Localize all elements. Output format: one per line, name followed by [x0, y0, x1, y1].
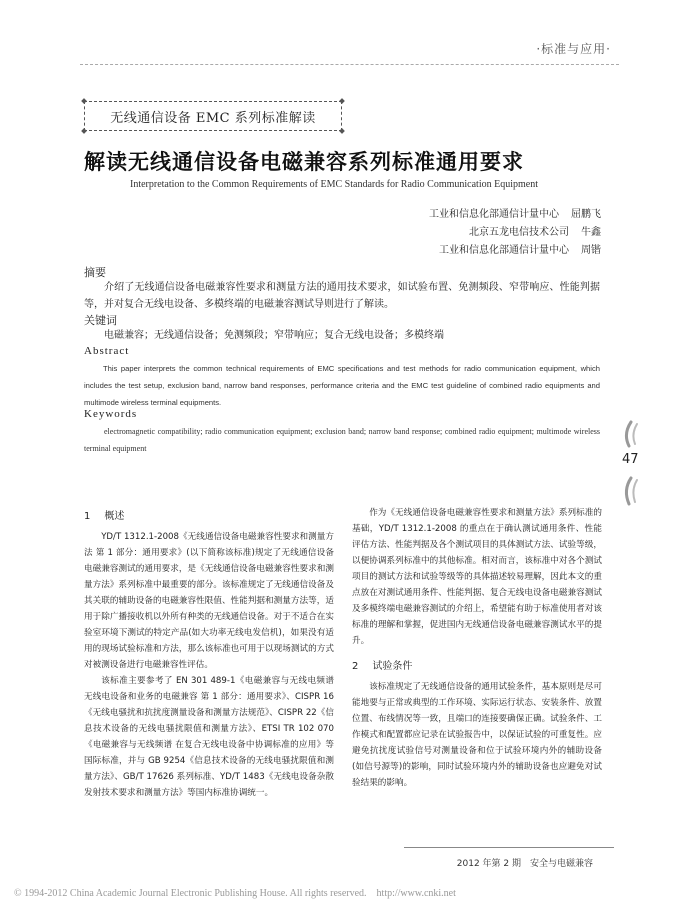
body-right-column — [352, 505, 602, 791]
paragraph: 作为《无线通信设备电磁兼容性要求和测量方法》系列标准的基础，YD/T 1312.1-2008 的重点在于确认测试通用条件、性能评估方法、性能判据及各个测试项目的具体测试方法、试验等级，以便协调系列标准中的其他标准。相对而言，该标准中对各个测试项目的测试方法和试验等级等的具体描述较易理解，因此本文的重点放在对测试通用条件、性能判据、复合无线电设备电磁兼容测试及多模终端电磁兼容测试的介绍上，希望能有助于标准使用者对该标准的理解和掌握，促进国内无线通信设备电磁兼容测试水平的提升。 — [352, 508, 602, 646]
author-org: 北京五龙电信技术公司 — [469, 227, 569, 238]
keywords-en-text: electromagnetic compatibility; radio communication equipment; exclusion band; narrow band response; combined radio equipment; multimode wireless terminal equipment — [84, 427, 600, 453]
abstract-en-text: This paper interprets the common technical requirements of EMC specifications and test methods for radio communication equipment, which includes the test setup, exclusion band, narrow band responses, performance criteria and the EMC test guideline of combined radio equipments and multimode wireless terminal equipments. — [84, 364, 600, 407]
top-divider — [80, 64, 619, 65]
section-number: 2 — [352, 661, 359, 672]
paragraph: YD/T 1312.1-2008《无线通信设备电磁兼容性要求和测量方法 第 1 部分：通用要求》(以下简称该标准)规定了无线通信设备电磁兼容测试的通用要求，是《无线通信设备电磁兼容性要求和测量方法》系列标准中最重要的部分。该标准规定了无线通信设备及其关联的辅助设备的电磁兼容性限值、性能判据和测量方法等，适用于除广播接收机以外所有种类的无线通信设备。对于不适合在实验室环境下测试的特定产品(如大功率无线电发信机)，如果没有适用的现场试验标准和方法，那么该标准也可用于以现场测试的方式对被测设备进行电磁兼容性评估。 — [84, 532, 334, 670]
page-number: 47 — [622, 452, 639, 467]
keywords-en-label: Keywords — [84, 408, 138, 420]
abstract-label: 摘要 — [84, 266, 106, 279]
abstract-en-label: Abstract — [84, 345, 130, 357]
keywords-text: 电磁兼容；无线通信设备；免测频段；窄带响应；复合无线电设备；多模终端 — [104, 330, 444, 341]
section-heading — [352, 659, 602, 675]
section-title: 概述 — [104, 511, 125, 522]
author-name: 牛鑫 — [581, 227, 601, 238]
paragraph: 该标准主要参考了 EN 301 489-1《电磁兼容与无线电频谱 无线电设备和业务的电磁兼容 第 1 部分：通用要求》、CISPR 16《无线电骚扰和抗扰度测量设备和测量方法规范》、CISPR 22《信息技术设备的无线电骚扰限值和测量方法》、ETSI TR 102 070《电磁兼容与无线频谱 在复合无线电设备中协调标准的应用》等国际标准，并与 GB 9254《信息技术设备的无线电骚扰限值和测量方法》、GB/T 17626 系列标准、YD/T 1483《无线电设备杂散发射技术要求和测量方法》等国内标准协调统一。 — [84, 676, 334, 798]
series-title: 无线通信设备 EMC 系列标准解读 — [110, 110, 316, 126]
section-label: ·标准与应用· — [536, 42, 611, 56]
copyright-notice: © 1994-2012 China Academic Journal Electronic Publishing House. All rights reserved. http://www.cnki.net — [14, 888, 456, 899]
corner-diamond-icon — [339, 128, 345, 134]
section-title: 试验条件 — [372, 661, 413, 672]
author-name: 周锴 — [581, 245, 601, 256]
series-title-box — [84, 101, 342, 131]
footer-divider — [404, 847, 614, 848]
corner-diamond-icon — [81, 98, 87, 104]
author-name: 屈鹏飞 — [571, 209, 601, 220]
body-left-column — [84, 503, 334, 801]
corner-diamond-icon — [81, 128, 87, 134]
paragraph: 该标准规定了无线通信设备的通用试验条件，基本原则是尽可能地要与正常或典型的工作环境、实际运行状态、安装条件、放置位置、布线情况等一致，且端口的连接要确保正确。试验条件、工作模式和配置都应记录在试验报告中，以保证试验的可重复性。应避免抗扰度试验信号对测量设备和位于试验环境内外的辅助设备(如信号源等)的影响，同时试验环境内外的辅助设备也应避免对试验结果的影响。 — [352, 682, 602, 788]
author-line — [439, 241, 601, 256]
journal-issue: 2012 年第 2 期 安全与电磁兼容 — [456, 859, 593, 869]
author-org: 工业和信息化部通信计量中心 — [439, 245, 569, 256]
author-line — [469, 223, 601, 238]
corner-diamond-icon — [339, 98, 345, 104]
section-heading — [84, 509, 334, 525]
article-title-en: Interpretation to the Common Requirements of EMC Standards for Radio Communication Equipment — [130, 179, 538, 190]
abstract-text: 介绍了无线通信设备电磁兼容性要求和测量方法的通用技术要求，如试验布置、免测频段、窄带响应、性能判据等，并对复合无线电设备、多模终端的电磁兼容测试导则进行了解读。 — [84, 282, 600, 310]
keywords-label: 关键词 — [84, 314, 117, 327]
author-org: 工业和信息化部通信计量中心 — [429, 209, 559, 220]
author-line — [429, 205, 601, 220]
section-number: 1 — [84, 511, 91, 522]
article-title: 解读无线通信设备电磁兼容系列标准通用要求 — [84, 150, 524, 174]
